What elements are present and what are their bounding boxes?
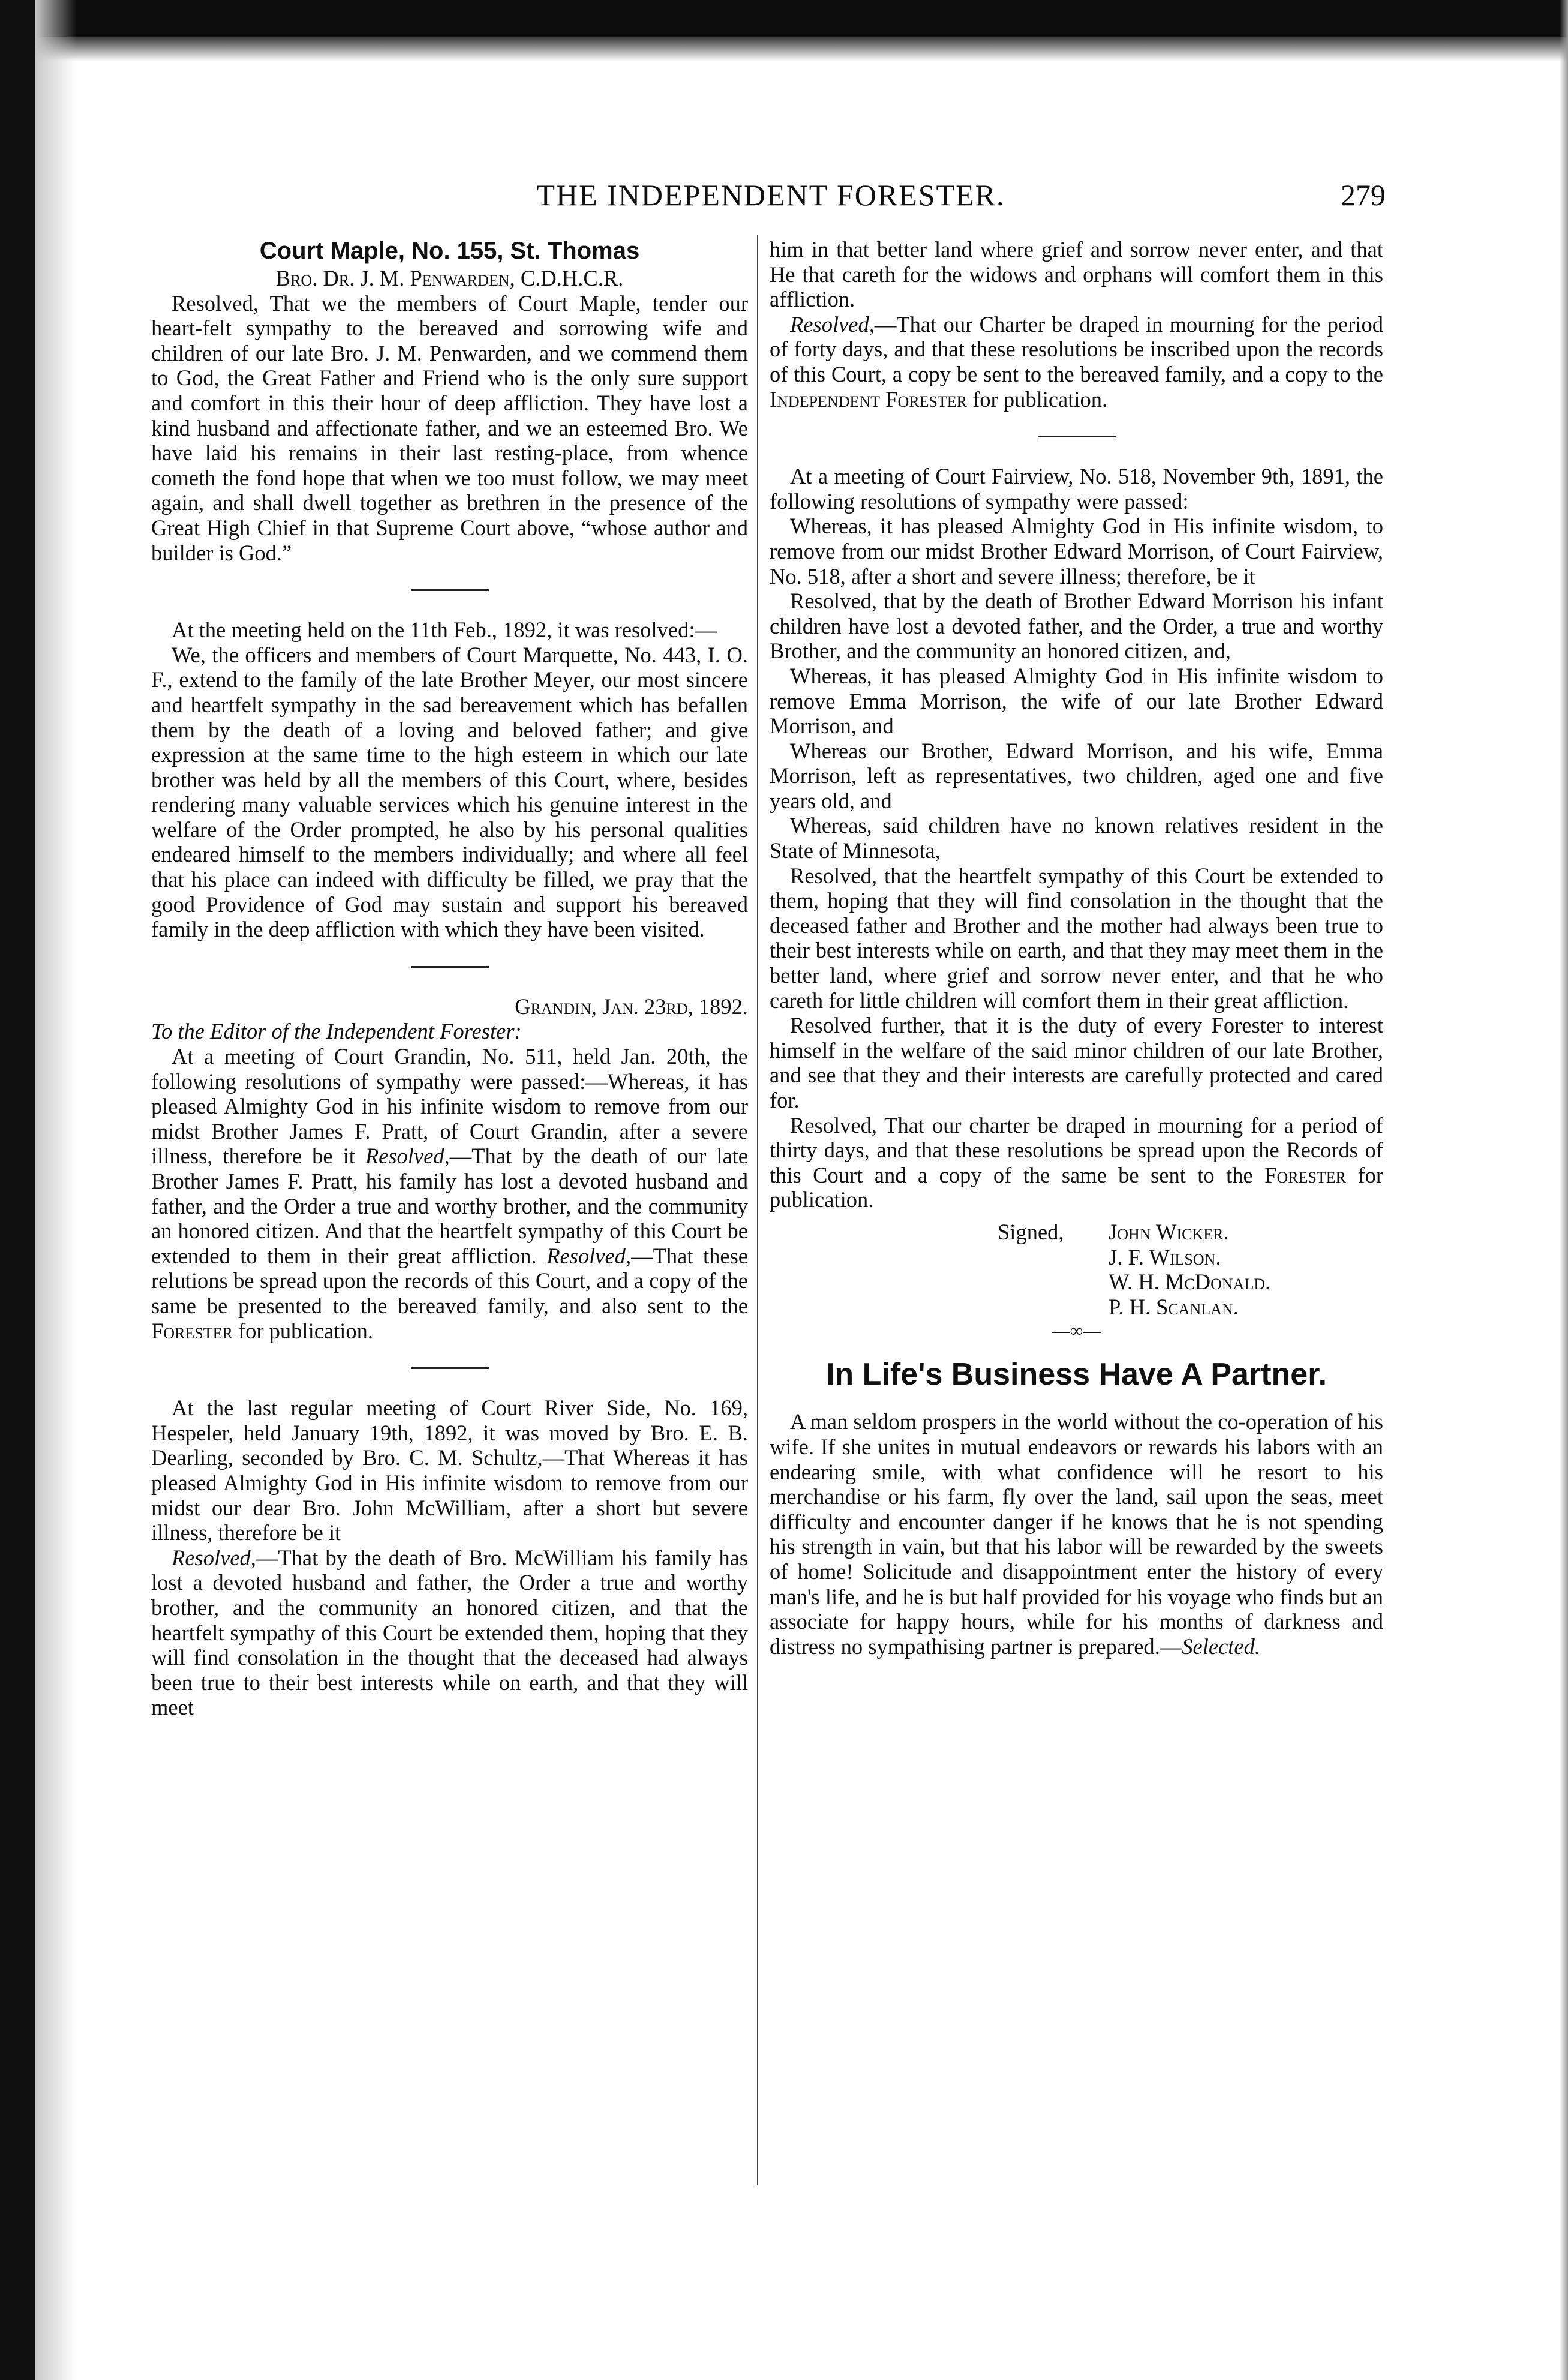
court-maple-resolution: Resolved, That we the members of Court Maple, tender our heart-felt sympathy to the bereaved and sorrowing wife and children of our late Bro. J. M. Penwarden, and we commend them to God, the Great Father and Friend who is the only sure support and comfort in this their hour of deep affliction. They have lost a kind husband and affectionate father, and we an esteemed Bro. We have laid his remains in their last resting-place, from whence cometh the fond hope that when we too must follow, we may meet again, and shall dwell together as brethren in the presence of the Great High Chief in that Supreme Court above, “whose author and builder is God.” [151, 290, 748, 565]
partner-article [770, 1356, 1383, 1659]
marquette-resolution: We, the officers and members of Court Marquette, No. 443, I. O. F., extend to the family of the late Brother Meyer, our most sincere and heartfelt sympathy in the sad bereavement which has befallen them by the death of a loving and beloved father; and give expression at the same time to the high esteem in which our late brother was held by all the members of this Court, where, besides rendering many valuable services which his genuine interest in the welfare of the Order prompted, he also by his personal qualities endeared himself to the members individually; and where all feel that his place can indeed with difficulty be filled, we pray that the good Providence of God may sustain and support his bereaved family in the deep affliction with which they have been visited. [151, 642, 748, 942]
resolved-word: Resolved, [172, 1545, 256, 1570]
scan-right-edge [1560, 0, 1568, 2380]
fairview-paragraph: Whereas our Brother, Edward Morrison, and his wife, Emma Morrison, left as representatives, two children, aged one and five years old, and [770, 738, 1383, 813]
court-maple-article [151, 237, 748, 565]
partner-body [770, 1409, 1383, 1659]
river-side-continuation: him in that better land where grief and sorrow never enter, and that He that careth for the widows and orphans will comfort them in this affliction. [770, 237, 1383, 312]
scan-top-edge [0, 0, 1568, 37]
grandin-text-4: for publication. [232, 1318, 374, 1343]
signature-block [998, 1220, 1383, 1319]
fairview-paragraph: Resolved further, that it is the duty of every Forester to interest himself in the welfare of the said minor children of our late Brother, and see that they and their interests are carefully protected and cared for. [770, 1013, 1383, 1112]
court-maple-byline: Bro. Dr. J. M. Penwarden, C.D.H.C.R. [275, 266, 624, 290]
editor-salutation: To the Editor of the Independent Forester: [151, 1019, 522, 1044]
signatory-name: J. F. Wilson. [1109, 1244, 1221, 1269]
ornament-divider: —∞— [1052, 1321, 1101, 1341]
fairview-paragraph: Whereas, it has pleased Almighty God in His infinite wisdom, to remove from our midst Brother Edward Morrison, of Court Fairview, No. 518, after a short and severe illness; therefore, be it [770, 514, 1383, 589]
signed-label: Signed, [998, 1219, 1064, 1244]
signature-row [998, 1245, 1383, 1270]
charter-text: —That our Charter be draped in mourning for the period of forty days, and that these resolutions be inscribed upon the records of this Court, a copy be sent to the bereaved family, and a copy to the [770, 311, 1383, 386]
river-side-whereas: At the last regular meeting of Court River Side, No. 169, Hespeler, held January 19th, 1892, it was moved by Bro. E. B. Dearling, seconded by Bro. C. M. Schultz,—That Whereas it has pleased Almighty God in His infinite wisdom to remove from our midst our dear Bro. John McWilliam, after a short but severe illness, therefore be it [151, 1395, 748, 1545]
signature-row [998, 1220, 1383, 1245]
signatory-name: P. H. Scanlan. [1109, 1294, 1239, 1319]
fairview-paragraph: At a meeting of Court Fairview, No. 518, November 9th, 1891, the following resolutions of sympathy were passed: [770, 464, 1383, 514]
fairview-paragraph: Resolved, that by the death of Brother Edward Morrison his infant children have lost a devoted father, and the Order, a true and worthy Brother, and the community an honored citizen, and, [770, 589, 1383, 664]
source-note: Selected. [1182, 1634, 1260, 1659]
grandin-resolution [151, 1044, 748, 1343]
partner-heading: In Life's Business Have A Partner. [825, 1357, 1327, 1392]
signatory-name: W. H. McDonald. [1109, 1269, 1271, 1295]
running-title: THE INDEPENDENT FORESTER. [536, 178, 1005, 212]
signature-row [998, 1269, 1383, 1295]
resolved-word: Resolved, [790, 311, 875, 337]
grandin-text-1: At a meeting of Court Grandin, No. 511, held Jan. 20th, the following resolutions of sympathy were passed:—Whereas, it has pleased Almighty God in his infinite wisdom to remove from our midst Brother James F. Pratt, of Court Grandin, after a severe illness, therefore be it [151, 1044, 748, 1169]
forester-name: Forester [151, 1318, 233, 1343]
resolved-word: Resolved, [546, 1243, 632, 1268]
page-header [156, 178, 1386, 220]
column-divider [757, 235, 758, 2185]
scan-top-shadow [0, 37, 1568, 61]
signature-row [998, 1295, 1383, 1320]
fairview-final-resolution [770, 1113, 1383, 1212]
grandin-dateline [151, 994, 748, 1019]
scan-left-shadow [35, 0, 77, 2380]
court-maple-heading: Court Maple, No. 155, St. Thomas [259, 238, 640, 264]
fairview-paragraph: Whereas, said children have no known relatives resident in the State of Minnesota, [770, 813, 1383, 863]
scan-left-edge [0, 0, 35, 2380]
fairview-paragraph: Whereas, it has pleased Almighty God in His infinite wisdom to remove Emma Morrison, the wife of our late Brother Edward Morrison, and [770, 663, 1383, 739]
grandin-text-2: —That by the death of our late Brother James F. Pratt, his family has lost a devoted husband and father, and the Order a true and worthy brother, and the community an honored citizen. And that the heartfelt sympathy of this Court be extended to them in their great affliction. [151, 1144, 748, 1268]
charter-end: for publication. [967, 386, 1108, 412]
page-number: 279 [1341, 178, 1386, 212]
grandin-text-3: —That these relutions be spread upon the records of this Court, and a copy of the same be presented to the bereaved family, and also sent to the [151, 1243, 748, 1318]
fairview-final-end: for publication. [770, 1162, 1384, 1212]
resolved-word: Resolved, [365, 1144, 450, 1169]
river-side-text: —That by the death of Bro. McWilliam his family has lost a devoted husband and father, the Order a true and worthy brother, and the community an honored citizen, and that the heartfelt sympathy of this Court be extended them, hoping that they will find consolation in the thought that the deceased had always been true to their best interests while on earth, and that they will meet [151, 1545, 748, 1720]
grandin-article [151, 994, 748, 1343]
river-side-resolution [151, 1545, 748, 1720]
section-rule [411, 966, 489, 968]
fairview-article [770, 464, 1383, 1319]
grandin-dateline-text: Grandin, Jan. 23rd, 1892. [515, 994, 748, 1019]
partner-text: A man seldom prospers in the world without the co-operation of his wife. If she unites in mutual endeavors or rewards his labors with an endearing smile, with what confidence will he resort to his merchandise or his farm, fly over the land, sail upon the seas, meet difficulty and encounter danger if he knows that he is not spending his strength in vain, but that his labor will be rewarded by the sweets of home! Solicitude and disappointment enter the history of every man's life, and he is but half provided for his voyage who finds but an associate for happy hours, while for his months of darkness and distress no sympathising partner is prepared.— [770, 1409, 1383, 1659]
section-rule [411, 589, 489, 591]
fairview-final-text: Resolved, That our charter be draped in mourning for a period of thirty days, and that these resolutions be spread upon the Records of this Court and a copy of the same be sent to the [770, 1112, 1383, 1187]
left-column [151, 237, 748, 1720]
marquette-article [151, 617, 748, 942]
section-rule [411, 1367, 489, 1369]
fairview-paragraph: Resolved, that the heartfelt sympathy of this Court be extended to them, hoping that they will find consolation in the thought that the deceased father and Brother and the mother had always been true to their best interests while on earth, and that they may meet them in the better land, where grief and sorrow never enter, and that he who careth for little children will comfort them in their great affliction. [770, 863, 1383, 1013]
charter-resolution [770, 312, 1383, 412]
signatory-name: John Wicker. [1109, 1219, 1229, 1244]
section-rule [1038, 436, 1116, 437]
marquette-intro: At the meeting held on the 11th Feb., 1892, it was resolved:— [172, 617, 717, 643]
newspaper-name: Independent Forester [770, 386, 968, 412]
forester-name: Forester [1264, 1162, 1347, 1187]
river-side-article [151, 1395, 748, 1720]
right-column [770, 237, 1383, 1659]
